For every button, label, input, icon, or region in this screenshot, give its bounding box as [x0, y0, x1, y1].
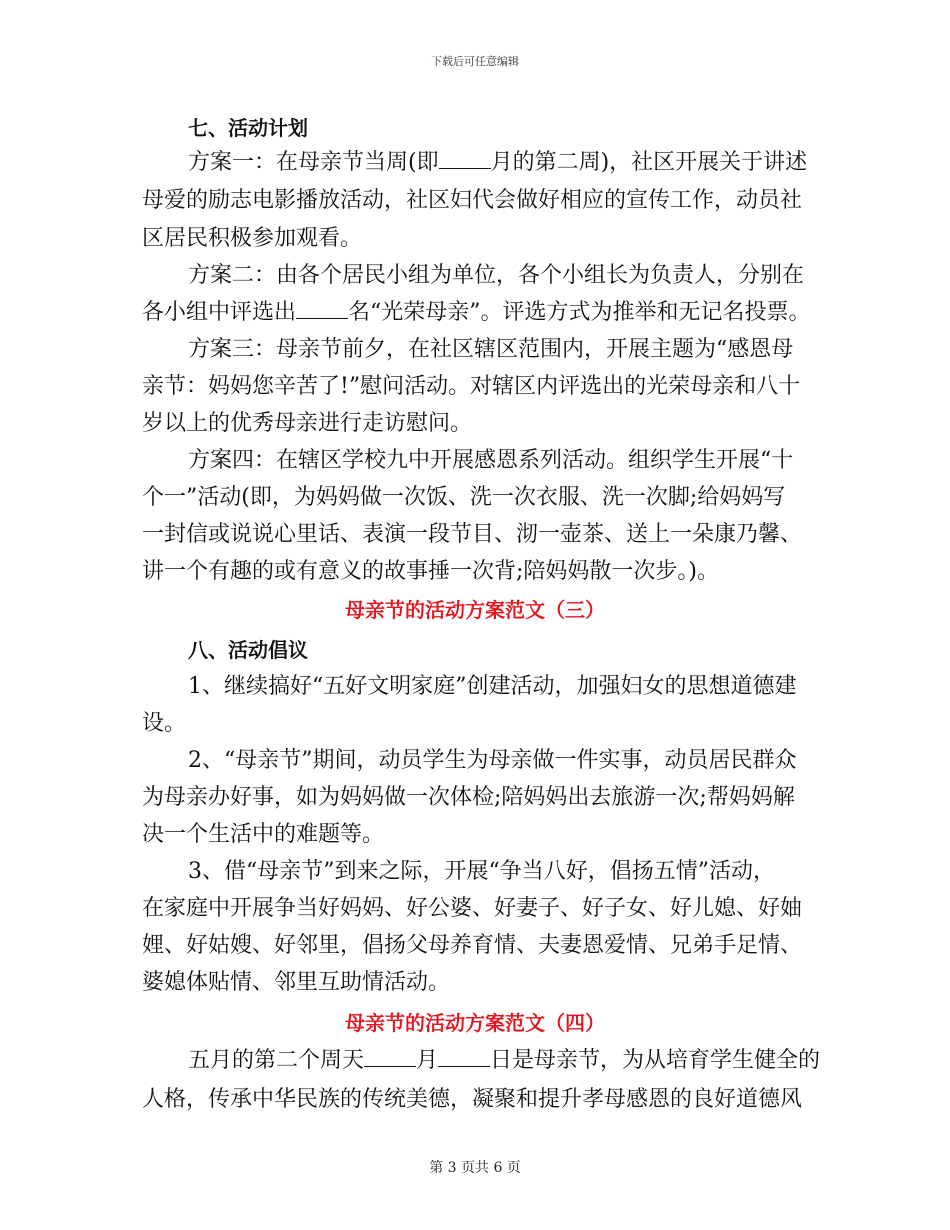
paragraph-line: 个一”活动(即，为妈妈做一次饭、洗一次衣服、洗一次脚;给妈妈写 — [142, 485, 786, 510]
paragraph-line: 婆媳体贴情、邻里互助情活动。 — [142, 970, 451, 995]
paragraph-line: 方案三：母亲节前夕，在社区辖区范围内，开展主题为“感恩母 — [188, 337, 794, 362]
paragraph-line: 设。 — [142, 711, 187, 736]
fill-blank — [364, 1048, 416, 1067]
paragraph-line: 在家庭中开展争当好妈妈、好公婆、好妻子、好子女、好儿媳、好妯 — [142, 896, 803, 921]
paragraph-line: 方案二：由各个居民小组为单位，各个小组长为负责人，分别在 — [188, 263, 805, 288]
paragraph-line: 区居民积极参加观看。 — [142, 226, 363, 251]
paragraph-line: 方案一：在母亲节当周(即 月的第二周)，社区开展关于讲述 — [188, 150, 808, 175]
paragraph-line: 1、继续搞好“五好文明家庭”创建活动，加强妇女的思想道德建 — [188, 674, 797, 699]
paragraph-line: 五月的第二个周天 月 日是母亲节，为从培育学生健全的 — [188, 1048, 821, 1073]
fill-blank — [438, 1048, 490, 1067]
section-title: 母亲节的活动方案范文（四） — [345, 1011, 605, 1035]
paragraph-line: 讲一个有趣的或有意义的故事捶一次背;陪妈妈散一次步。)。 — [142, 559, 719, 584]
fill-blank — [296, 300, 348, 319]
paragraph-line: 决一个生活中的难题等。 — [142, 822, 385, 847]
page-footer: 第 3 页共 6 页 — [429, 1160, 521, 1176]
paragraph-line: 一封信或说说心里话、表演一段节目、沏一壶茶、送上一朵康乃馨、 — [142, 522, 803, 547]
paragraph-line: 人格，传承中华民族的传统美德，凝聚和提升孝母感恩的良好道德风 — [142, 1087, 803, 1112]
section-heading-plan: 七、活动计划 — [188, 116, 308, 140]
paragraph-line: 3、借“母亲节”到来之际，开展“争当八好，倡扬五情”活动， — [188, 859, 775, 884]
section-title: 母亲节的活动方案范文（三） — [345, 598, 605, 622]
paragraph-line: 亲节：妈妈您辛苦了!”慰问活动。对辖区内评选出的光荣母亲和八十 — [142, 374, 801, 399]
fill-blank — [439, 150, 491, 169]
section-heading-initiative: 八、活动倡议 — [188, 638, 308, 662]
paragraph-line: 岁以上的优秀母亲进行走访慰问。 — [142, 411, 473, 436]
paragraph-line: 母爱的励志电影播放活动，社区妇代会做好相应的宣传工作，动员社 — [142, 188, 803, 213]
paragraph-line: 方案四：在辖区学校九中开展感恩系列活动。组织学生开展“十 — [188, 448, 794, 473]
paragraph-line: 2、“母亲节”期间，动员学生为母亲做一件实事，动员居民群众 — [188, 748, 797, 773]
page-header: 下载后可任意编辑 — [431, 55, 519, 68]
paragraph-line: 娌、好姑嫂、好邻里，倡扬父母养育情、夫妻恩爱情、兄弟手足情、 — [142, 933, 803, 958]
paragraph-line: 为母亲办好事，如为妈妈做一次体检;陪妈妈出去旅游一次;帮妈妈解 — [142, 785, 795, 810]
paragraph-line: 各小组中评选出 名“光荣母亲”。评选方式为推举和无记名投票。 — [142, 300, 811, 325]
